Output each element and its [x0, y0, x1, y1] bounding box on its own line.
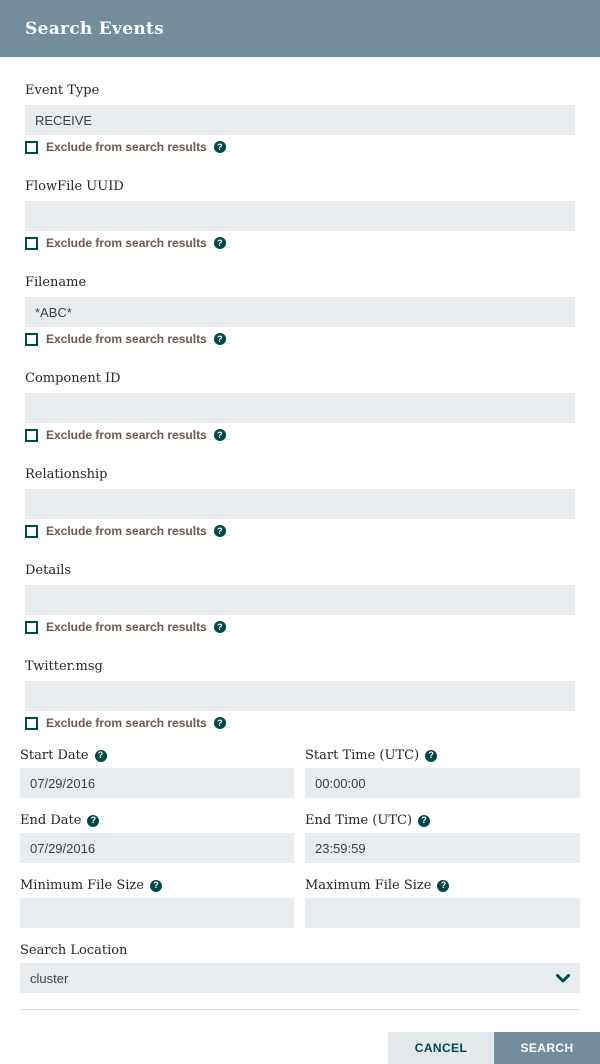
help-icon[interactable]: ?	[437, 880, 449, 892]
field-group-event-type	[25, 83, 575, 154]
details-input[interactable]	[25, 585, 575, 615]
cancel-button[interactable]: CANCEL	[388, 1032, 494, 1064]
exclude-checkbox[interactable]	[25, 141, 38, 154]
search-location-select[interactable]	[20, 963, 580, 993]
help-icon[interactable]: ?	[425, 750, 437, 762]
help-icon[interactable]: ?	[214, 621, 226, 633]
start-time-input[interactable]	[305, 768, 580, 798]
dialog-title: Search Events	[25, 18, 165, 39]
event-type-label: Event Type	[25, 83, 100, 98]
help-icon[interactable]: ?	[214, 525, 226, 537]
exclude-checkbox[interactable]	[25, 621, 38, 634]
datetime-section	[0, 748, 600, 993]
help-icon[interactable]: ?	[87, 815, 99, 827]
field-group-filename	[25, 275, 575, 346]
filename-label: Filename	[25, 275, 87, 290]
exclude-checkbox[interactable]	[25, 237, 38, 250]
field-group-details	[25, 563, 575, 634]
footer-divider	[20, 1009, 580, 1010]
field-group-relationship	[25, 467, 575, 538]
min-file-size-label: Minimum File Size	[20, 878, 144, 893]
help-icon[interactable]: ?	[214, 141, 226, 153]
exclude-checkbox[interactable]	[25, 333, 38, 346]
search-button[interactable]: SEARCH	[494, 1032, 600, 1064]
max-file-size-label: Maximum File Size	[305, 878, 432, 893]
details-label: Details	[25, 563, 72, 578]
field-group-twitter-msg	[25, 659, 575, 730]
exclude-label: Exclude from search results	[46, 140, 207, 154]
search-location-value: cluster	[30, 970, 69, 986]
max-file-size-input[interactable]	[305, 898, 580, 928]
min-file-size-input[interactable]	[20, 898, 294, 928]
start-date-label: Start Date	[20, 748, 89, 763]
component-id-label: Component ID	[25, 371, 121, 386]
exclude-label: Exclude from search results	[46, 524, 207, 538]
help-icon[interactable]: ?	[214, 237, 226, 249]
field-group-component-id	[25, 371, 575, 442]
twitter-msg-input[interactable]	[25, 681, 575, 711]
dialog-header	[0, 0, 600, 57]
exclude-checkbox[interactable]	[25, 525, 38, 538]
help-icon[interactable]: ?	[150, 880, 162, 892]
help-icon[interactable]: ?	[214, 717, 226, 729]
exclude-checkbox[interactable]	[25, 717, 38, 730]
search-form	[0, 57, 600, 730]
search-location-group	[20, 943, 580, 993]
filename-input[interactable]	[25, 297, 575, 327]
start-date-input[interactable]	[20, 768, 294, 798]
exclude-label: Exclude from search results	[46, 332, 207, 346]
help-icon[interactable]: ?	[418, 815, 430, 827]
flowfile-uuid-label: FlowFile UUID	[25, 179, 124, 194]
component-id-input[interactable]	[25, 393, 575, 423]
dialog-footer	[388, 1032, 600, 1064]
help-icon[interactable]: ?	[214, 333, 226, 345]
exclude-label: Exclude from search results	[46, 428, 207, 442]
exclude-label: Exclude from search results	[46, 620, 207, 634]
event-type-input[interactable]	[25, 105, 575, 135]
end-date-input[interactable]	[20, 833, 294, 863]
help-icon[interactable]: ?	[214, 429, 226, 441]
end-time-input[interactable]	[305, 833, 580, 863]
exclude-checkbox[interactable]	[25, 429, 38, 442]
start-time-label: Start Time (UTC)	[305, 748, 420, 763]
help-icon[interactable]: ?	[95, 750, 107, 762]
field-group-flowfile-uuid	[25, 179, 575, 250]
relationship-input[interactable]	[25, 489, 575, 519]
end-date-label: End Date	[20, 813, 82, 828]
exclude-label: Exclude from search results	[46, 716, 207, 730]
relationship-label: Relationship	[25, 467, 108, 482]
flowfile-uuid-input[interactable]	[25, 201, 575, 231]
exclude-label: Exclude from search results	[46, 236, 207, 250]
chevron-down-icon	[556, 974, 570, 983]
end-time-label: End Time (UTC)	[305, 813, 413, 828]
twitter-msg-label: Twitter.msg	[25, 659, 103, 674]
search-location-label: Search Location	[20, 943, 128, 958]
